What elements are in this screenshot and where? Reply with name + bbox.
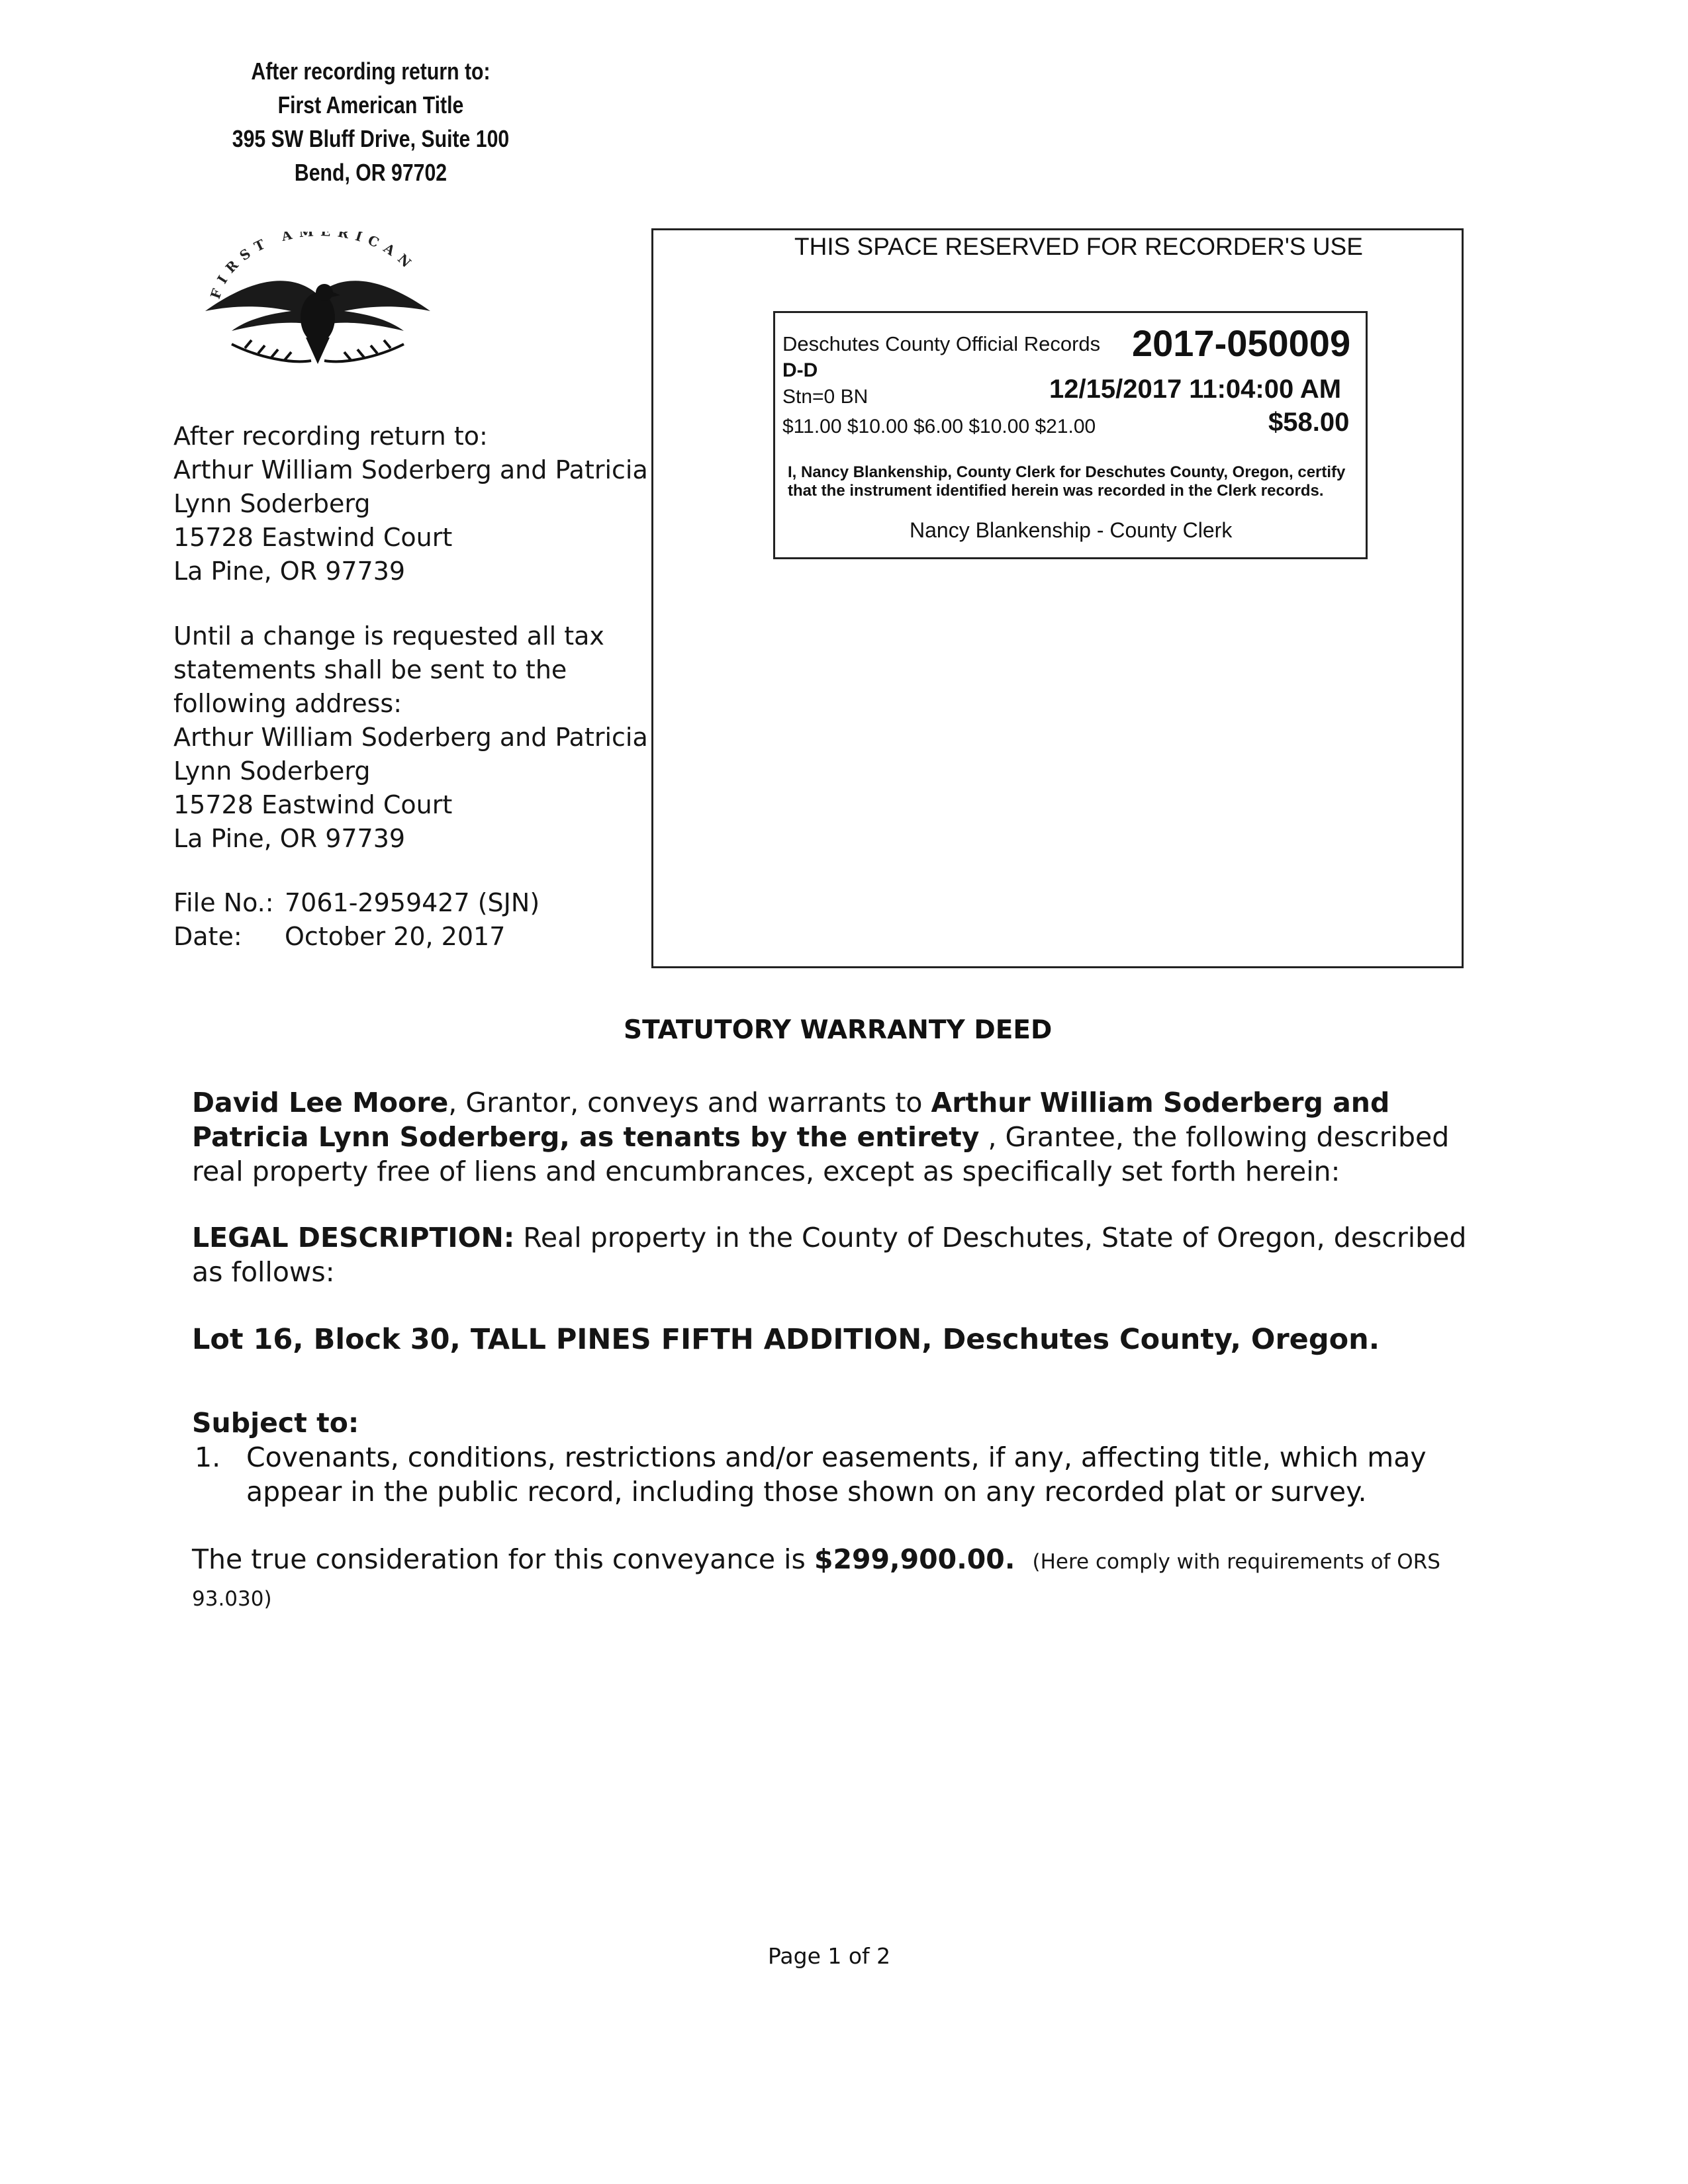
tax-line: La Pine, OR 97739 <box>173 824 406 853</box>
list-item <box>192 1440 1483 1509</box>
grantee-name: Arthur William Soderberg and Patricia Lynn Soderberg, as tenants by the entirety <box>192 1087 1390 1153</box>
date-label: Date: <box>173 922 242 951</box>
recording-total: $58.00 <box>1268 408 1350 437</box>
subject-to-heading: Subject to: <box>192 1407 359 1439</box>
grant-text: , Grantor, conveys and warrants to <box>448 1087 931 1118</box>
return-line: Arthur William Soderberg and Patricia <box>173 455 648 484</box>
document-type: D-D <box>782 359 818 381</box>
record-number: 2017-050009 <box>1132 322 1351 364</box>
station: Stn=0 BN <box>782 386 868 408</box>
tax-line: Lynn Soderberg <box>173 756 371 786</box>
return-line: After recording return to: <box>173 422 488 451</box>
grant-paragraph <box>192 1085 1483 1189</box>
consideration-amount: $299,900.00. <box>814 1543 1015 1575</box>
subject-to-list <box>192 1440 1483 1509</box>
date-row <box>173 920 650 954</box>
consideration-text: The true consideration for this conveyance is <box>192 1543 814 1575</box>
deed-title: STATUTORY WARRANTY DEED <box>624 1015 1053 1045</box>
return-line: Lynn Soderberg <box>173 489 371 518</box>
tax-line: Arthur William Soderberg and Patricia <box>173 723 648 752</box>
file-info <box>173 886 650 954</box>
page-number: Page 1 of 2 <box>768 1943 891 1969</box>
consideration-statement <box>192 1542 1483 1616</box>
county-records-label: Deschutes County Official Records <box>782 332 1101 355</box>
return-line: La Pine, OR 97739 <box>173 557 406 586</box>
tax-line: Until a change is requested all tax <box>173 621 604 651</box>
lot-description: Lot 16, Block 30, TALL PINES FIFTH ADDITION, Deschutes County, Oregon. <box>192 1323 1380 1356</box>
list-item-text: Covenants, conditions, restrictions and/or easements, if any, affecting title, which may appear in the public record, including those shown on any recorded plat or survey. <box>246 1441 1427 1508</box>
stamp-line: After recording return to: <box>251 58 491 85</box>
stamp-line: First American Title <box>277 91 464 118</box>
clerk-certification: I, Nancy Blankenship, County Clerk for Deschutes County, Oregon, certify that the instrument identified herein was recorded in the Clerk records. <box>788 463 1346 500</box>
return-to-address <box>173 420 650 588</box>
legal-description-label: LEGAL DESCRIPTION: <box>192 1222 515 1253</box>
tax-line: statements shall be sent to the <box>173 655 567 684</box>
stamp-line: 395 SW Bluff Drive, Suite 100 <box>232 125 510 152</box>
grantor-name: David Lee Moore <box>192 1087 449 1118</box>
consideration-note: (Here comply with requirements of ORS 93.030) <box>192 1550 1440 1611</box>
recording-datetime: 12/15/2017 11:04:00 AM <box>1049 375 1342 404</box>
stamp-return-address <box>209 54 532 189</box>
tax-line: 15728 Eastwind Court <box>173 790 453 819</box>
logo-text: FIRST AM RICAN <box>207 232 419 301</box>
county-clerk-name: Nancy Blankenship - County Clerk <box>910 518 1233 542</box>
eagle-icon <box>192 232 444 384</box>
tax-line: following address: <box>173 689 402 718</box>
tax-statement-address <box>173 619 650 856</box>
file-number-value: 7061-2959427 (SJN) <box>285 888 540 917</box>
recorder-space-title: THIS SPACE RESERVED FOR RECORDER'S USE <box>794 233 1363 260</box>
file-number-label: File No.: <box>173 888 274 917</box>
date-value: October 20, 2017 <box>285 922 506 951</box>
recording-fees: $11.00 $10.00 $6.00 $10.00 $21.00 <box>782 416 1096 437</box>
legal-description <box>192 1220 1483 1289</box>
stamp-line: Bend, OR 97702 <box>294 159 447 186</box>
grant-text: , Grantee, the following described real property free of liens and encumbrances, except as specifically set forth herein: <box>192 1121 1450 1187</box>
file-number-row <box>173 886 650 920</box>
return-line: 15728 Eastwind Court <box>173 523 453 552</box>
legal-description-text: Real property in the County of Deschutes, State of Oregon, described as follows: <box>192 1222 1467 1288</box>
list-item-number: 1. <box>195 1441 221 1473</box>
